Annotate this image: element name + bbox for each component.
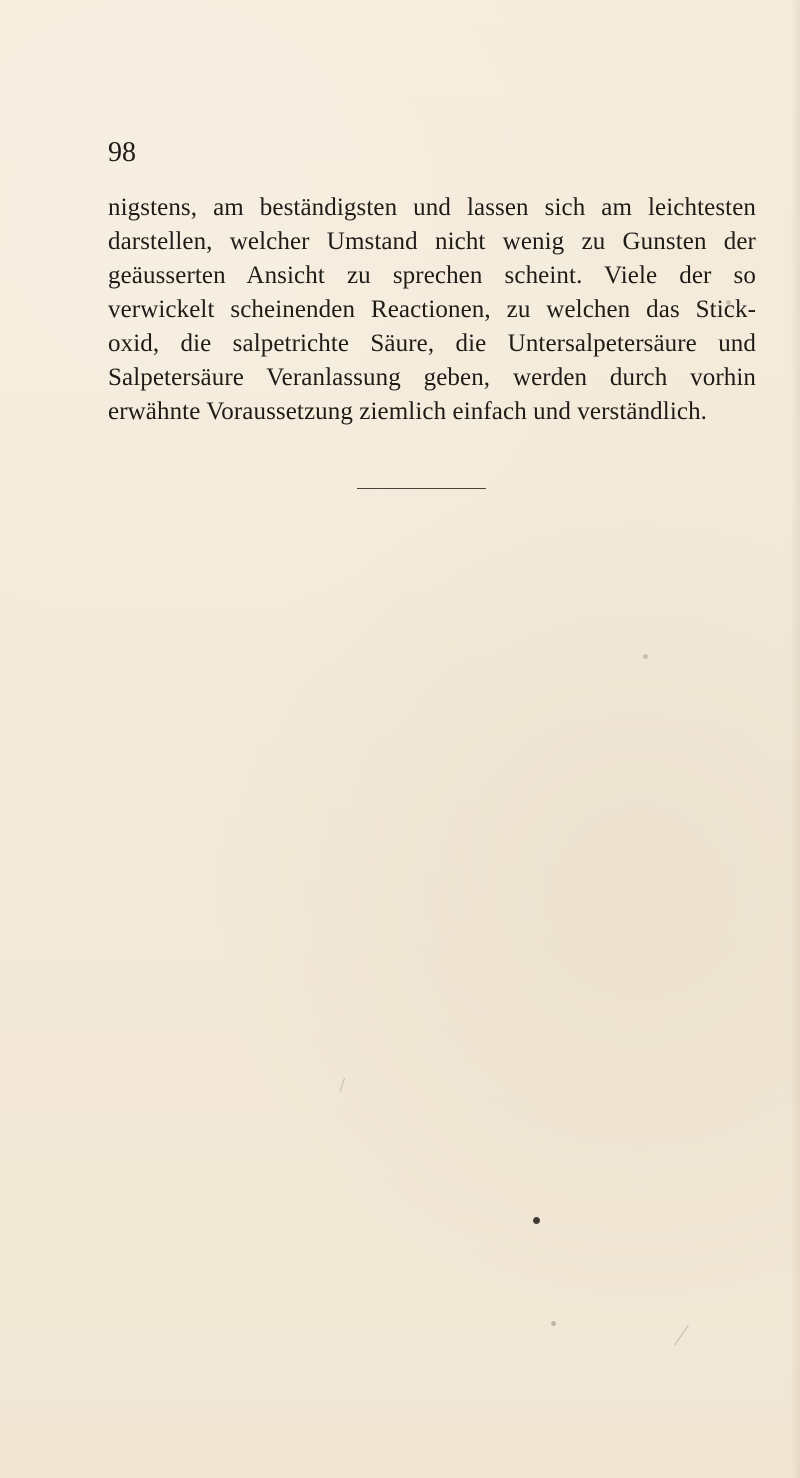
text-line: geäusserten Ansicht zu sprechen scheint. Viele der so — [108, 262, 756, 289]
paper-speck — [643, 654, 648, 659]
text-line: Salpetersäure Veranlassung geben, werden durch vorhin — [108, 364, 756, 391]
text-line: verwickelt scheinenden Reactionen, zu welchen das Stick- — [108, 296, 756, 323]
page-number: 98 — [108, 137, 136, 168]
section-divider — [357, 488, 486, 489]
text-line: darstellen, welcher Umstand nicht wenig zu Gunsten der — [108, 228, 756, 255]
paper-mark — [674, 1325, 689, 1345]
text-line: nigstens, am beständigsten und lassen sich am leichtesten — [108, 194, 756, 221]
paper-mark — [340, 1078, 345, 1092]
page-edge-shadow — [790, 0, 800, 1478]
text-line: oxid, die salpetrichte Säure, die Untersalpetersäure und — [108, 330, 756, 357]
text-line: erwähnte Voraussetzung ziemlich einfach und verständlich. — [108, 398, 708, 425]
paper-speck — [551, 1321, 556, 1326]
paper-speck — [726, 300, 731, 305]
body-text — [108, 191, 756, 429]
ink-speck — [533, 1217, 540, 1224]
